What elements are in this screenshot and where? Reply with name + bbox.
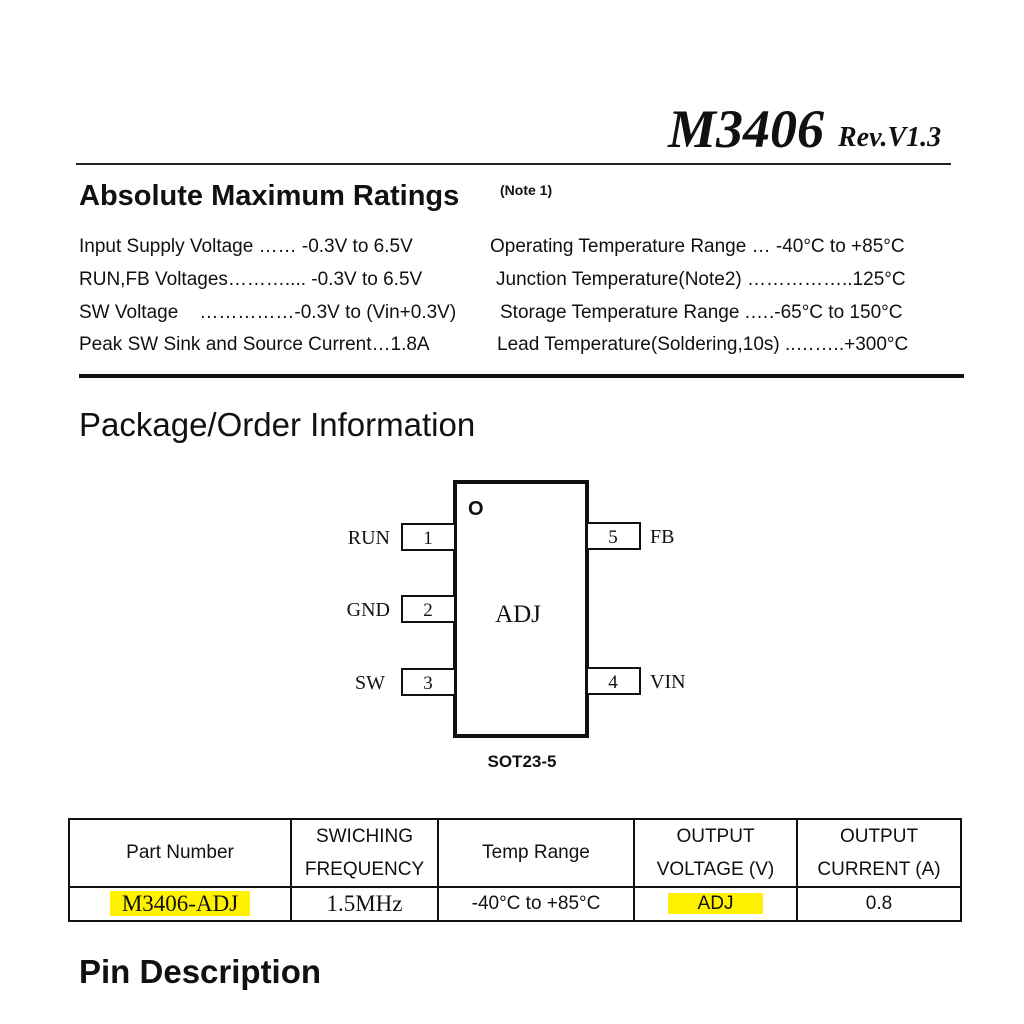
- package-section-title: Package/Order Information: [79, 406, 476, 443]
- rating-peak-sw-current: Peak SW Sink and Source Current…1.8A: [79, 334, 430, 355]
- cell-frequency: 1.5MHz: [291, 887, 438, 921]
- pin-5-number: 5: [608, 527, 618, 548]
- pin-2-number: 2: [423, 600, 433, 621]
- header-output-voltage: OUTPUT VOLTAGE (V): [634, 819, 797, 887]
- pin-1-number: 1: [423, 528, 433, 549]
- ratings-title: Absolute Maximum Ratings: [79, 180, 460, 212]
- header-switching-frequency: SWICHING FREQUENCY: [291, 819, 438, 887]
- revision-label: Rev.V1.3: [838, 122, 942, 153]
- sot23-5-package-diagram: [330, 470, 710, 780]
- pin1-marker: O: [468, 498, 484, 520]
- next-section-title: Pin Description: [79, 953, 322, 990]
- rating-sw-voltage: SW Voltage ……………-0.3V to (Vin+0.3V): [79, 302, 457, 323]
- part-number-heading: M3406: [668, 99, 825, 159]
- rating-storage-temperature: Storage Temperature Range .….-65°C to 150°C: [500, 302, 903, 323]
- pin-4-name: VIN: [650, 671, 686, 693]
- ratings-note: (Note 1): [500, 182, 553, 198]
- header-divider: [76, 163, 951, 165]
- ratings-divider: [79, 374, 964, 378]
- package-body-label: ADJ: [495, 601, 541, 628]
- pin-1-name: RUN: [347, 527, 390, 549]
- package-name-label: SOT23-5: [487, 752, 557, 771]
- highlighted-output-voltage: ADJ: [668, 893, 764, 914]
- rating-input-supply-voltage: Input Supply Voltage …… -0.3V to 6.5V: [79, 236, 413, 257]
- pin-3-name: SW: [355, 672, 385, 694]
- cell-output-current: 0.8: [797, 887, 961, 921]
- pin-5-name: FB: [650, 526, 675, 548]
- rating-operating-temperature: Operating Temperature Range … -40°C to +85°C: [490, 236, 905, 257]
- cell-part-number: [69, 887, 291, 921]
- highlighted-part-number: M3406-ADJ: [110, 891, 250, 916]
- cell-output-voltage: [634, 887, 797, 921]
- pin-3-number: 3: [423, 673, 433, 694]
- rating-run-fb-voltages: RUN,FB Voltages……….... -0.3V to 6.5V: [79, 269, 423, 290]
- rating-junction-temperature: Junction Temperature(Note2) ……………..125°C: [496, 269, 906, 290]
- rating-lead-temperature: Lead Temperature(Soldering,10s) ..……..+300°C: [497, 334, 909, 355]
- table-header-row: [69, 819, 961, 887]
- pin-4-number: 4: [608, 672, 618, 693]
- header-output-current: OUTPUT CURRENT (A): [797, 819, 961, 887]
- header-part-number: Part Number: [69, 819, 291, 887]
- pin-2-name: GND: [346, 599, 390, 621]
- order-information-table: [68, 818, 962, 922]
- table-row: [69, 887, 961, 921]
- cell-temp-range: -40°C to +85°C: [438, 887, 634, 921]
- header-temp-range: Temp Range: [438, 819, 634, 887]
